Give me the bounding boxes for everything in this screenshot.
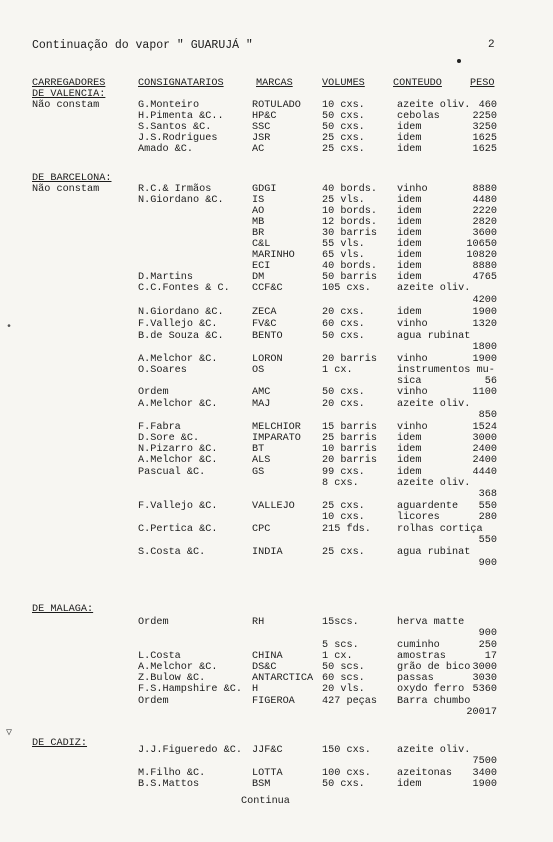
cell-volume: 50 barris <box>322 272 378 283</box>
cell-mark: BT <box>252 444 265 455</box>
cell-mark: SSC <box>252 122 271 133</box>
cell-volume: 10 bords. <box>322 206 378 217</box>
cell-weight: 3600 <box>472 228 497 239</box>
cell-contents: azeite oliv. <box>397 100 471 111</box>
cell-mark: DM <box>252 272 265 283</box>
cell-contents: agua rubinat <box>397 331 471 342</box>
cell-weight: 1800 <box>472 342 497 353</box>
column-header-consignatarios: CONSIGNATARIOS <box>138 78 224 89</box>
cell-volume: 25 cxs. <box>322 501 365 512</box>
cell-volume: 50 cxs. <box>322 111 365 122</box>
cell-contents: idem <box>397 133 422 144</box>
cell-weight: 250 <box>478 640 497 651</box>
cell-weight: 20017 <box>466 707 497 718</box>
cell-weight: 4765 <box>472 272 497 283</box>
cell-mark: MB <box>252 217 265 228</box>
cell-contents: idem <box>397 272 422 283</box>
cell-volume: 15 barris <box>322 422 378 433</box>
cell-weight: 1320 <box>472 319 497 330</box>
margin-mark: ▽ <box>6 728 13 739</box>
cell-contents: passas <box>397 673 434 684</box>
cell-mark: H <box>252 684 259 695</box>
cell-volume: 427 peças <box>322 696 378 707</box>
cell-mark: FV&C <box>252 319 277 330</box>
section-heading-valencia: DE VALENCIA: <box>32 89 106 100</box>
cell-volume: 40 bords. <box>322 184 378 195</box>
cell-consignee: Ordem <box>138 617 169 628</box>
cell-contents: idem <box>397 455 422 466</box>
margin-mark: • <box>6 322 13 333</box>
cell-contents: idem <box>397 433 422 444</box>
cell-contents: Barra chumbo <box>397 696 471 707</box>
cell-consignee: Amado &C. <box>138 144 194 155</box>
cell-weight: 850 <box>478 410 497 421</box>
cell-volume: 10 barris <box>322 444 378 455</box>
cell-volume: 1 cx. <box>322 365 353 376</box>
cell-consignee: S.Santos &C. <box>138 122 212 133</box>
cell-mark: MAJ <box>252 399 271 410</box>
cell-mark: OS <box>252 365 265 376</box>
section-heading-malaga: DE MALAGA: <box>32 604 94 615</box>
cell-contents: rolhas cortiça <box>397 524 483 535</box>
cell-weight: 3000 <box>472 433 497 444</box>
cell-consignee: A.Melchor &C. <box>138 662 218 673</box>
cell-volume: 40 bords. <box>322 261 378 272</box>
cell-contents: vinho <box>397 422 428 433</box>
cell-contents: licores <box>397 512 440 523</box>
cell-contents: idem <box>397 307 422 318</box>
cell-mark: GDGI <box>252 184 277 195</box>
cell-mark: MARINHO <box>252 250 295 261</box>
cell-mark: AO <box>252 206 265 217</box>
cell-contents: instrumentos mu- <box>397 365 495 376</box>
cell-volume: 50 cxs. <box>322 331 365 342</box>
cell-weight: 3250 <box>472 122 497 133</box>
cell-weight: 1625 <box>472 144 497 155</box>
cell-weight: 1100 <box>472 387 497 398</box>
cell-mark: IS <box>252 195 265 206</box>
cell-mark: GS <box>252 467 265 478</box>
cell-contents: aguardente <box>397 501 459 512</box>
cell-weight: 3400 <box>472 768 497 779</box>
cell-mark: C&L <box>252 239 271 250</box>
cell-weight: 550 <box>478 535 497 546</box>
cell-weight: 1900 <box>472 307 497 318</box>
cell-weight: 2220 <box>472 206 497 217</box>
cell-mark: CCF&C <box>252 283 283 294</box>
cell-volume: 60 cxs. <box>322 319 365 330</box>
cell-consignee: Pascual &C. <box>138 467 206 478</box>
cell-weight: 3000 <box>472 662 497 673</box>
cell-consignee: C.Pertica &C. <box>138 524 218 535</box>
cell-weight: 3030 <box>472 673 497 684</box>
cell-weight: 280 <box>478 512 497 523</box>
cell-mark: BSM <box>252 779 271 790</box>
ink-dot <box>457 59 461 63</box>
cell-volume: 100 cxs. <box>322 768 371 779</box>
column-header-volumes: VOLUMES <box>322 78 365 89</box>
cell-volume: 105 cxs. <box>322 283 371 294</box>
cell-volume: 5 scs. <box>322 640 359 651</box>
cell-consignee: N.Giordano &C. <box>138 195 224 206</box>
cell-weight: 7500 <box>472 756 497 767</box>
cell-volume: 10 cxs. <box>322 100 365 111</box>
cell-weight: 17 <box>484 651 497 662</box>
cell-consignee: A.Melchor &C. <box>138 455 218 466</box>
cell-volume: 60 scs. <box>322 673 365 684</box>
cell-contents: cebolas <box>397 111 440 122</box>
cell-contents: azeitonas <box>397 768 453 779</box>
cell-contents: vinho <box>397 319 428 330</box>
cell-contents: grão de bico <box>397 662 471 673</box>
cell-volume: 55 vls. <box>322 239 365 250</box>
cell-volume: 30 barris <box>322 228 378 239</box>
cell-mark: AMC <box>252 387 271 398</box>
cell-volume: 1 cx. <box>322 651 353 662</box>
section-heading-cadiz: DE CADIZ: <box>32 738 88 749</box>
shipper-valencia: Não constam <box>32 100 100 111</box>
cell-mark: INDIA <box>252 547 283 558</box>
page-number: 2 <box>488 39 495 51</box>
cell-mark: ANTARCTICA <box>252 673 314 684</box>
cell-volume: 15scs. <box>322 617 359 628</box>
cell-volume: 65 vls. <box>322 250 365 261</box>
cell-consignee: F.Fabra <box>138 422 181 433</box>
cell-contents: idem <box>397 779 422 790</box>
cell-volume: 25 barris <box>322 433 378 444</box>
cell-weight: 1625 <box>472 133 497 144</box>
cell-contents: cuminho <box>397 640 440 651</box>
cell-weight: 8880 <box>472 184 497 195</box>
cell-contents: azeite oliv. <box>397 745 471 756</box>
cell-contents: idem <box>397 217 422 228</box>
cell-volume: 50 cxs. <box>322 779 365 790</box>
cell-mark: RH <box>252 617 265 628</box>
cell-mark: MELCHIOR <box>252 422 301 433</box>
document-title: Continuação do vapor " GUARUJÁ " <box>32 39 253 52</box>
cell-consignee: J.J.Figueredo &C. <box>138 745 242 756</box>
cell-weight: 550 <box>478 501 497 512</box>
cell-weight: 8880 <box>472 261 497 272</box>
cell-weight: 1524 <box>472 422 497 433</box>
cell-volume: 50 cxs. <box>322 387 365 398</box>
cell-weight: 2250 <box>472 111 497 122</box>
cell-weight: 5360 <box>472 684 497 695</box>
cell-weight: 56 <box>484 376 497 387</box>
section-heading-barcelona: DE BARCELONA: <box>32 173 112 184</box>
cell-consignee: Z.Bulow &C. <box>138 673 206 684</box>
cell-mark: AC <box>252 144 265 155</box>
continua-note: Continua <box>241 796 290 807</box>
cell-contents: idem <box>397 206 422 217</box>
cell-volume: 25 cxs. <box>322 547 365 558</box>
cell-volume: 99 cxs. <box>322 467 365 478</box>
cell-mark: CPC <box>252 524 271 535</box>
cell-volume: 20 barris <box>322 354 378 365</box>
cell-weight: 4480 <box>472 195 497 206</box>
cell-consignee: B.de Souza &C. <box>138 331 224 342</box>
cell-contents: idem <box>397 144 422 155</box>
cell-consignee: C.C.Fontes & C. <box>138 283 230 294</box>
cell-weight: 460 <box>478 100 497 111</box>
cell-contents: agua rubinat <box>397 547 471 558</box>
cell-volume: 20 vls. <box>322 684 365 695</box>
cell-consignee: F.S.Hampshire &C. <box>138 684 242 695</box>
cell-consignee: R.C.& Irmãos <box>138 184 212 195</box>
cell-consignee: H.Pimenta &C.. <box>138 111 224 122</box>
cell-volume: 8 cxs. <box>322 478 359 489</box>
cell-consignee: O.Soares <box>138 365 187 376</box>
column-header-peso: PESO <box>470 78 495 89</box>
cell-volume: 10 cxs. <box>322 512 365 523</box>
cell-volume: 150 cxs. <box>322 745 371 756</box>
cell-weight: 900 <box>478 628 497 639</box>
cell-consignee: D.Sore &C. <box>138 433 200 444</box>
cell-volume: 50 scs. <box>322 662 365 673</box>
cell-weight: 4200 <box>472 295 497 306</box>
cell-weight: 2820 <box>472 217 497 228</box>
cell-weight: 4440 <box>472 467 497 478</box>
cell-mark: CHINA <box>252 651 283 662</box>
cell-volume: 20 cxs. <box>322 307 365 318</box>
cell-volume: 50 cxs. <box>322 122 365 133</box>
cell-mark: IMPARATO <box>252 433 301 444</box>
cell-consignee: F.Vallejo &C. <box>138 319 218 330</box>
cell-volume: 25 cxs. <box>322 133 365 144</box>
column-header-conteudo: CONTEUDO <box>393 78 442 89</box>
cell-contents: idem <box>397 239 422 250</box>
cell-consignee: G.Monteiro <box>138 100 200 111</box>
cell-mark: ZECA <box>252 307 277 318</box>
cell-consignee: S.Costa &C. <box>138 547 206 558</box>
cell-consignee: B.S.Mattos <box>138 779 200 790</box>
cell-contents: vinho <box>397 387 428 398</box>
cell-contents: oxydo ferro <box>397 684 465 695</box>
cell-mark: ECI <box>252 261 271 272</box>
cell-weight: 900 <box>478 558 497 569</box>
cell-volume: 20 barris <box>322 455 378 466</box>
cell-volume: 25 vls. <box>322 195 365 206</box>
cell-weight: 368 <box>478 489 497 500</box>
cell-contents: idem <box>397 444 422 455</box>
cell-consignee: N.Pizarro &C. <box>138 444 218 455</box>
cell-contents: idem <box>397 250 422 261</box>
cell-mark: BR <box>252 228 265 239</box>
cell-consignee: Ordem <box>138 387 169 398</box>
cell-consignee: L.Costa <box>138 651 181 662</box>
cell-contents: vinho <box>397 354 428 365</box>
cell-consignee: N.Giordano &C. <box>138 307 224 318</box>
cell-contents: vinho <box>397 184 428 195</box>
cell-weight: 2400 <box>472 455 497 466</box>
shipper-barcelona: Não constam <box>32 184 100 195</box>
cell-mark: BENTO <box>252 331 283 342</box>
cell-contents: amostras <box>397 651 446 662</box>
cell-contents: azeite oliv. <box>397 283 471 294</box>
cell-mark: ROTULADO <box>252 100 301 111</box>
cell-consignee: J.S.Rodrigues <box>138 133 218 144</box>
cell-weight: 1900 <box>472 354 497 365</box>
cell-weight: 10650 <box>466 239 497 250</box>
cell-contents: idem <box>397 195 422 206</box>
cell-mark: VALLEJO <box>252 501 295 512</box>
cell-contents: azeite oliv. <box>397 399 471 410</box>
cell-contents: azeite oliv. <box>397 478 471 489</box>
cell-weight: 2400 <box>472 444 497 455</box>
cell-volume: 20 cxs. <box>322 399 365 410</box>
cell-consignee: A.Melchor &C. <box>138 354 218 365</box>
cell-contents: idem <box>397 467 422 478</box>
cell-contents: idem <box>397 122 422 133</box>
cell-mark: JSR <box>252 133 271 144</box>
cell-mark: DS&C <box>252 662 277 673</box>
cell-volume: 25 cxs. <box>322 144 365 155</box>
cell-mark: FIGEROA <box>252 696 295 707</box>
cell-contents: sica <box>397 376 422 387</box>
cell-consignee: A.Melchor &C. <box>138 399 218 410</box>
cell-volume: 12 bords. <box>322 217 378 228</box>
column-header-marcas: MARCAS <box>256 78 293 89</box>
cell-mark: JJF&C <box>252 745 283 756</box>
cell-weight: 1900 <box>472 779 497 790</box>
cell-consignee: Ordem <box>138 696 169 707</box>
cell-mark: ALS <box>252 455 271 466</box>
column-header-carregadores: CARREGADORES <box>32 78 106 89</box>
cell-contents: idem <box>397 261 422 272</box>
cell-mark: HP&C <box>252 111 277 122</box>
cell-weight: 10820 <box>466 250 497 261</box>
cell-contents: herva matte <box>397 617 465 628</box>
cell-mark: LORON <box>252 354 283 365</box>
cell-volume: 215 fds. <box>322 524 371 535</box>
cell-contents: idem <box>397 228 422 239</box>
cell-consignee: F.Vallejo &C. <box>138 501 218 512</box>
cell-consignee: D.Martins <box>138 272 194 283</box>
cell-mark: LOTTA <box>252 768 283 779</box>
cell-consignee: M.Filho &C. <box>138 768 206 779</box>
